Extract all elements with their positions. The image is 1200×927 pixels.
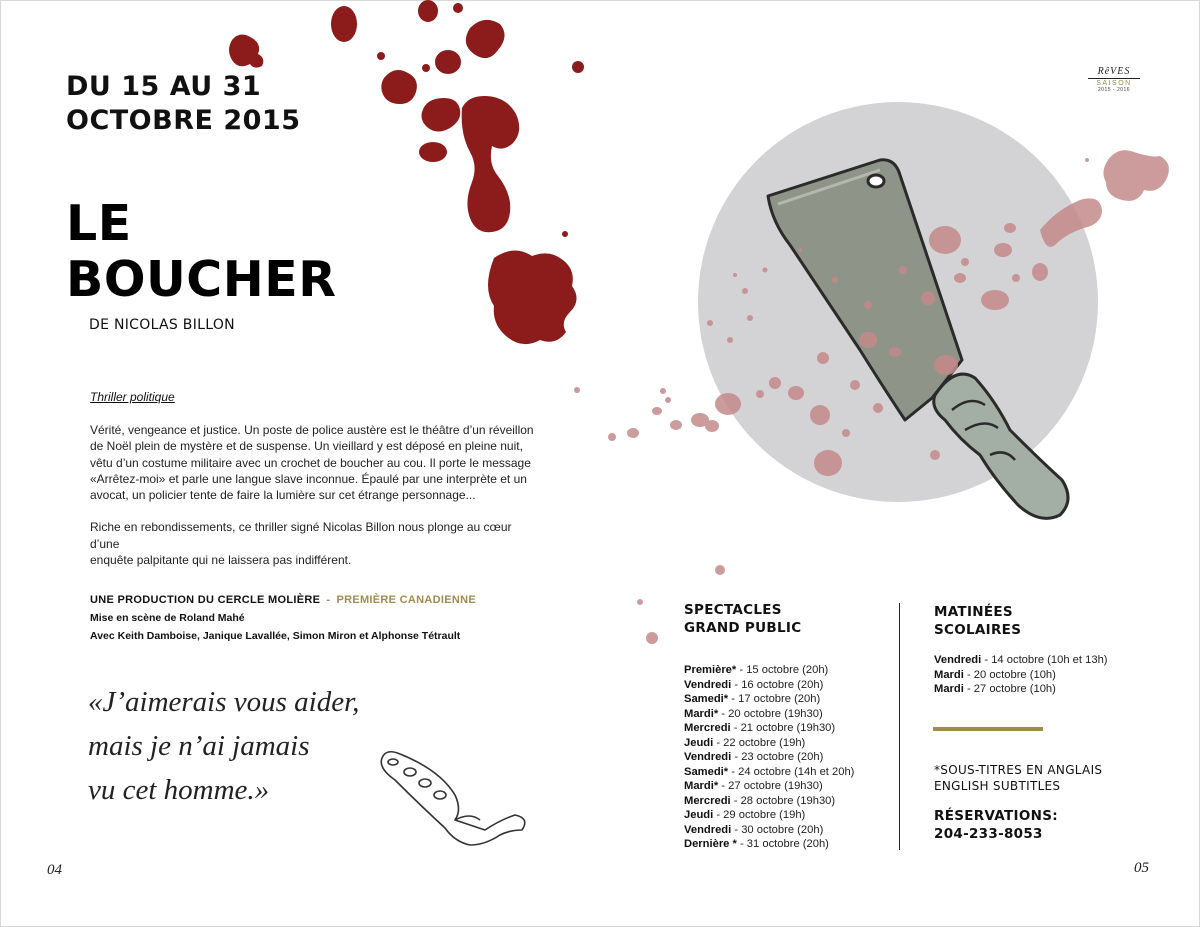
reservations-phone: 204-233-8053 <box>934 826 1043 842</box>
director-line: Mise en scène de Roland Mahé <box>90 612 245 624</box>
schedule-date: - 14 octobre (10h et 13h) <box>981 654 1108 666</box>
schedule-day: Mardi* <box>684 780 719 792</box>
subtitles-line-1: *SOUS-TITRES EN ANGLAIS <box>934 763 1103 777</box>
synopsis-paragraph-2 <box>90 519 540 568</box>
list-item <box>684 765 854 780</box>
list-item <box>684 779 854 794</box>
public-schedule-list <box>684 663 854 852</box>
public-heading-line-2: GRAND PUBLIC <box>684 620 802 636</box>
list-item <box>684 678 854 693</box>
schedule-day: Jeudi <box>684 736 714 749</box>
schedule-date: - 22 octobre (19h) <box>713 736 806 749</box>
author: DE NICOLAS BILLON <box>89 317 235 333</box>
schedule-date: - 20 octobre (19h30) <box>718 707 823 720</box>
public-heading-line-1: SPECTACLES <box>684 602 782 618</box>
schedule-date: - 21 octobre (19h30) <box>730 722 836 734</box>
cast-line: Avec Keith Damboise, Janique Lavallée, Simon Miron et Alphonse Tétrault <box>90 630 461 642</box>
dates-line-1: DU 15 AU 31 <box>66 71 262 102</box>
production-line <box>90 591 476 609</box>
synopsis-line: avocat, un policier tente de faire la lumière sur cet étrange personnage... <box>90 488 476 503</box>
subtitles-line-2: ENGLISH SUBTITLES <box>934 779 1061 793</box>
production-company: UNE PRODUCTION DU CERCLE MOLIÈRE <box>90 594 321 606</box>
schedule-day: Vendredi <box>934 654 982 666</box>
list-item <box>684 707 854 722</box>
schedule-date: - 16 octobre (20h) <box>731 678 824 691</box>
schedule-day: Mardi* <box>684 707 719 720</box>
synopsis <box>90 422 540 584</box>
synopsis-line: vêtu d’un costume militaire avec un crochet de boucher au cou. Il porte le message <box>90 455 531 470</box>
play-title <box>66 196 336 308</box>
season-logo <box>1088 66 1140 93</box>
logo-years: 2015 - 2016 <box>1097 87 1131 93</box>
list-item <box>934 682 1108 697</box>
schedule-day: Samedi* <box>684 693 729 705</box>
list-item <box>934 668 1108 683</box>
premiere-label: PREMIÈRE CANADIENNE <box>336 594 476 606</box>
list-item <box>684 794 854 809</box>
schedule-day: Mardi <box>934 683 964 695</box>
list-item <box>684 736 854 751</box>
subtitles-note <box>934 762 1102 794</box>
pull-quote <box>88 680 359 812</box>
schedule-day: Mardi <box>934 668 964 681</box>
quote-line-2: mais je n’ai jamais <box>88 730 310 762</box>
schedule-date: - 27 octobre (19h30) <box>718 780 823 792</box>
school-heading-line-1: MATINÉES <box>934 604 1013 620</box>
schedule-date: - 29 octobre (19h) <box>713 809 806 821</box>
list-item <box>684 692 854 707</box>
quote-line-3: vu cet homme.» <box>88 774 270 806</box>
schedule-day: Première* <box>684 664 737 676</box>
genre-label: Thriller politique <box>90 390 175 404</box>
list-item <box>684 750 854 765</box>
synopsis-paragraph-1 <box>90 422 540 503</box>
schedule-day: Samedi* <box>684 765 729 778</box>
schedule-date: - 20 octobre (10h) <box>963 668 1056 681</box>
schedule-day: Vendredi <box>684 678 732 691</box>
synopsis-line: Vérité, vengeance et justice. Un poste de police austère est le théâtre d’un réveillon <box>90 423 534 437</box>
page-number-right: 05 <box>1134 860 1149 876</box>
schedule-day: Mercredi <box>684 722 731 734</box>
list-item <box>684 837 854 852</box>
list-item <box>934 653 1108 668</box>
schedule-day: Vendredi <box>684 823 732 836</box>
public-schedule-heading <box>684 601 801 637</box>
separator: - <box>326 594 331 606</box>
synopsis-line: Riche en rebondissements, ce thriller signé Nicolas Billon nous plonge au cœur d’une <box>90 520 512 551</box>
schedule-day: Dernière * <box>684 838 737 850</box>
list-item <box>684 663 854 678</box>
gold-divider <box>933 727 1043 731</box>
dates-heading <box>66 70 301 138</box>
logo-title: RêVES <box>1088 66 1140 79</box>
list-item <box>684 808 854 823</box>
schedule-date: - 17 octobre (20h) <box>728 693 821 705</box>
synopsis-line: «Arrêtez-moi» et parle une langue slave inconnue. Épaulé par une interprète et un <box>90 471 527 486</box>
dates-line-2: OCTOBRE 2015 <box>66 105 301 136</box>
school-schedule-heading <box>934 603 1021 639</box>
list-item <box>684 823 854 838</box>
school-schedule-list <box>934 653 1108 697</box>
schedule-date: - 27 octobre (10h) <box>963 683 1056 695</box>
schedule-day: Mercredi <box>684 794 731 807</box>
title-line-1: LE <box>66 195 132 252</box>
schedule-day: Jeudi <box>684 809 714 821</box>
credits <box>90 591 476 645</box>
reservations <box>934 807 1058 843</box>
quote-line-1: «J’aimerais vous aider, <box>88 686 360 718</box>
schedule-day: Vendredi <box>684 751 732 763</box>
schedule-date: - 28 octobre (19h30) <box>730 794 836 807</box>
list-item <box>684 721 854 736</box>
title-line-2: BOUCHER <box>66 251 337 308</box>
schedule-date: - 23 octobre (20h) <box>731 751 824 763</box>
column-divider <box>899 603 900 850</box>
school-heading-line-2: SCOLAIRES <box>934 622 1022 638</box>
schedule-date: - 30 octobre (20h) <box>731 823 824 836</box>
schedule-date: - 31 octobre (20h) <box>736 838 829 850</box>
schedule-date: - 15 octobre (20h) <box>736 664 829 676</box>
page-number-left: 04 <box>47 862 62 878</box>
synopsis-line: de Noël plein de mystère et de suspense. Un vieillard y est déposé en pleine nuit, <box>90 439 523 454</box>
synopsis-line: enquête palpitante qui ne laissera pas indifférent. <box>90 553 352 568</box>
reservations-label: RÉSERVATIONS: <box>934 808 1058 824</box>
logo-subtitle: SAISON <box>1096 80 1132 87</box>
schedule-date: - 24 octobre (14h et 20h) <box>728 765 855 778</box>
